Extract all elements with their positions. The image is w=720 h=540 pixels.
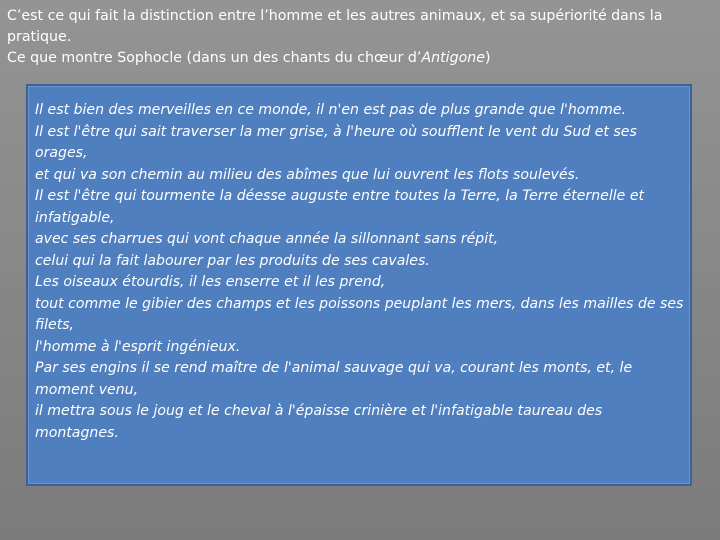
- quote-line: Les oiseaux étourdis, il les enserre et il les prend,: [35, 274, 386, 290]
- heading-line-2: [7, 48, 707, 69]
- quote-line: l'homme à l'esprit ingénieux.: [35, 338, 241, 355]
- quote-line: celui qui la fait labourer par les produits de ses cavales.: [35, 252, 430, 269]
- quote-line: et qui va son chemin au milieu des abîmes que lui ouvrent les flots soulevés.: [35, 166, 580, 183]
- heading-line-2-prefix: Ce que montre Sophocle (dans un des chants du chœur d’: [7, 50, 422, 66]
- slide-heading: [7, 6, 707, 69]
- work-title: Antigone: [421, 50, 486, 66]
- quote-box: [26, 84, 692, 486]
- quote-line: tout comme le gibier des champs et les poissons peuplant les mers, dans les mailles de ses filets,: [35, 295, 684, 333]
- quote-line: Il est l'être qui sait traverser la mer grise, à l'heure où soufflent le vent du Sud et ses orages,: [35, 123, 637, 161]
- quote-line: il mettra sous le joug et le cheval à l'épaisse crinière et l'infatigable taureau des montagnes.: [35, 403, 603, 441]
- heading-line-1: C’est ce qui fait la distinction entre l’homme et les autres animaux, et sa supériorité dans la pratique.: [7, 8, 663, 45]
- quote-line: Par ses engins il se rend maître de l'animal sauvage qui va, courant les monts, et, le moment venu,: [35, 360, 633, 398]
- heading-line-2-suffix: ): [485, 50, 491, 66]
- quote-line: Il est bien des merveilles en ce monde, il n'en est pas de plus grande que l'homme.: [35, 102, 626, 118]
- quote-line: avec ses charrues qui vont chaque année la sillonnant sans répit,: [35, 231, 499, 247]
- quote-line: Il est l'être qui tourmente la déesse auguste entre toutes la Terre, la Terre éternelle et infatigable,: [35, 188, 645, 226]
